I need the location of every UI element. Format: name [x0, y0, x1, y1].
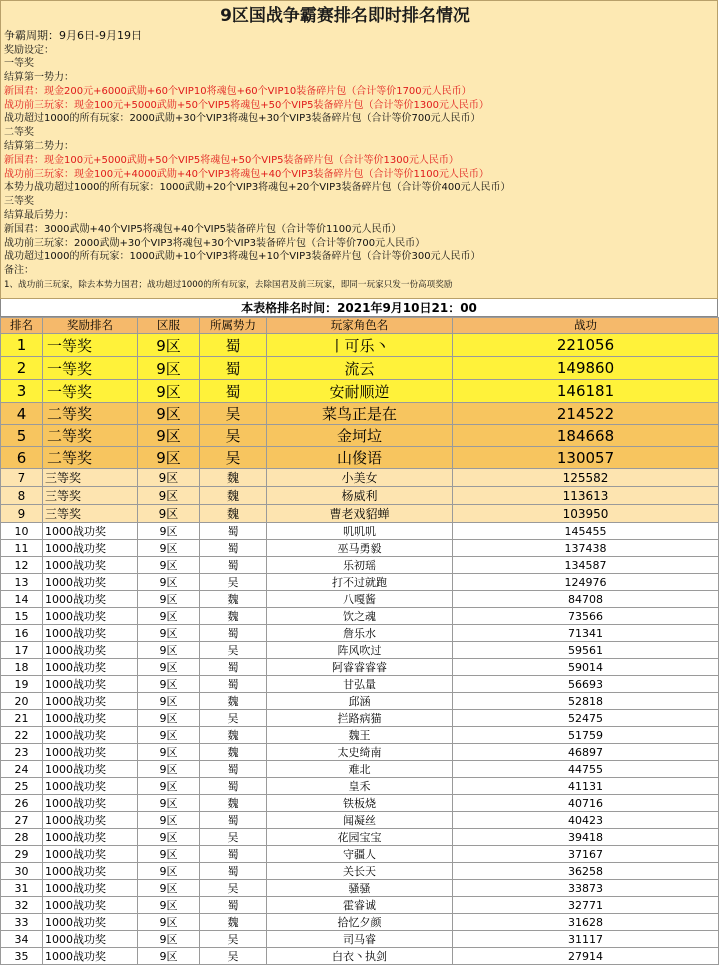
cell-merit[interactable]: 32771: [453, 897, 719, 914]
table-row: [1, 744, 719, 761]
table-row: [1, 693, 719, 710]
cell-player-name[interactable]: 甘弘量: [267, 676, 453, 693]
table-row: [1, 727, 719, 744]
rules-line: 战功超过1000的所有玩家：2000武勋+30个VIP3将魂包+30个VIP3装备碎片包（合计等价700元人民币）: [4, 113, 481, 125]
cell-player-name[interactable]: 杨威利: [267, 487, 453, 505]
table-row: [1, 812, 719, 829]
cell-rank[interactable]: 10: [1, 523, 43, 540]
cell-player-name[interactable]: 打不过就跑: [267, 574, 453, 591]
cell-player-name[interactable]: 曹老戏貂蝉: [267, 505, 453, 523]
cell-rank[interactable]: 3: [1, 380, 43, 403]
cell-rank[interactable]: 17: [1, 642, 43, 659]
cell-faction[interactable]: 魏: [200, 795, 267, 812]
cell-player-name[interactable]: 巫马勇毅: [267, 540, 453, 557]
cell-server[interactable]: 9区: [138, 447, 200, 469]
cell-player-name[interactable]: 邱涵: [267, 693, 453, 710]
cell-merit[interactable]: 103950: [453, 505, 719, 523]
cell-server[interactable]: 9区: [138, 505, 200, 523]
cell-server[interactable]: 9区: [138, 676, 200, 693]
cell-faction[interactable]: 蜀: [200, 812, 267, 829]
cell-rank[interactable]: 8: [1, 487, 43, 505]
cell-merit[interactable]: 124976: [453, 574, 719, 591]
cell-rank[interactable]: 23: [1, 744, 43, 761]
cell-faction[interactable]: 蜀: [200, 897, 267, 914]
cell-award[interactable]: 1000战功奖: [43, 659, 138, 676]
rules-line: 备注：: [4, 265, 34, 277]
cell-player-name[interactable]: 魏王: [267, 727, 453, 744]
cell-faction[interactable]: 魏: [200, 469, 267, 487]
cell-player-name[interactable]: 阿睿睿睿睿: [267, 659, 453, 676]
table-row: [1, 829, 719, 846]
cell-player-name[interactable]: 霍睿诚: [267, 897, 453, 914]
rules-line: 1、战功前三玩家，除去本势力国君；战功超过1000的所有玩家，去除国君及前三玩家，即同一玩家只发一份高项奖励: [4, 280, 453, 291]
cell-merit[interactable]: 137438: [453, 540, 719, 557]
cell-player-name[interactable]: 流云: [267, 357, 453, 380]
cell-faction[interactable]: 蜀: [200, 380, 267, 403]
cell-faction[interactable]: 魏: [200, 693, 267, 710]
rules-line: 战功前三玩家：现金100元+5000武勋+50个VIP5将魂包+50个VIP5装备碎片包（合计等价1300元人民币）: [4, 99, 489, 111]
cell-award[interactable]: 1000战功奖: [43, 727, 138, 744]
cell-player-name[interactable]: 拦路病猫: [267, 710, 453, 727]
cell-merit[interactable]: 52818: [453, 693, 719, 710]
cell-player-name[interactable]: 菜鸟正是在: [267, 403, 453, 425]
cell-merit[interactable]: 33873: [453, 880, 719, 897]
cell-faction[interactable]: 吴: [200, 710, 267, 727]
cell-player-name[interactable]: 饮之魂: [267, 608, 453, 625]
rules-line: 新国君：3000武勋+40个VIP5将魂包+40个VIP5装备碎片包（合计等价1100元人民币）: [4, 223, 402, 235]
rules-line: 战功前三玩家：现金100元+4000武勋+40个VIP3将魂包+40个VIP3装备碎片包（合计等价1100元人民币）: [4, 168, 489, 180]
cell-server[interactable]: 9区: [138, 897, 200, 914]
cell-rank[interactable]: 22: [1, 727, 43, 744]
cell-rank[interactable]: 25: [1, 778, 43, 795]
cell-server[interactable]: 9区: [138, 778, 200, 795]
cell-faction[interactable]: 吴: [200, 642, 267, 659]
cell-award[interactable]: 1000战功奖: [43, 523, 138, 540]
cell-player-name[interactable]: 皇禾: [267, 778, 453, 795]
table-row: [1, 625, 719, 642]
cell-merit[interactable]: 37167: [453, 846, 719, 863]
cell-server[interactable]: 9区: [138, 574, 200, 591]
cell-faction[interactable]: 蜀: [200, 625, 267, 642]
cell-faction[interactable]: 吴: [200, 574, 267, 591]
rules-line: 本势力战功超过1000的所有玩家：1000武勋+20个VIP3将魂包+20个VIP3装备碎片包（合计等价400元人民币）: [4, 182, 511, 194]
cell-merit[interactable]: 51759: [453, 727, 719, 744]
cell-server[interactable]: 9区: [138, 357, 200, 380]
cell-award[interactable]: 二等奖: [43, 403, 138, 425]
cell-rank[interactable]: 20: [1, 693, 43, 710]
table-row: [1, 425, 719, 447]
cell-server[interactable]: 9区: [138, 591, 200, 608]
cell-award[interactable]: 1000战功奖: [43, 914, 138, 931]
cell-player-name[interactable]: 司马睿: [267, 931, 453, 948]
cell-faction[interactable]: 蜀: [200, 863, 267, 880]
cell-player-name[interactable]: 小美女: [267, 469, 453, 487]
cell-server[interactable]: 9区: [138, 948, 200, 965]
col-header-merit[interactable]: 战功: [453, 318, 719, 334]
cell-award[interactable]: 1000战功奖: [43, 948, 138, 965]
cell-server[interactable]: 9区: [138, 540, 200, 557]
cell-rank[interactable]: 30: [1, 863, 43, 880]
cell-merit[interactable]: 134587: [453, 557, 719, 574]
cell-faction[interactable]: 蜀: [200, 846, 267, 863]
cell-server[interactable]: 9区: [138, 557, 200, 574]
table-header-row: [1, 318, 719, 334]
table-row: [1, 487, 719, 505]
cell-merit[interactable]: 214522: [453, 403, 719, 425]
rules-line: 奖励设定：: [4, 44, 54, 56]
cell-server[interactable]: 9区: [138, 761, 200, 778]
cell-player-name[interactable]: 丨可乐丶: [267, 334, 453, 357]
cell-server[interactable]: 9区: [138, 710, 200, 727]
cell-faction[interactable]: 蜀: [200, 540, 267, 557]
cell-rank[interactable]: 34: [1, 931, 43, 948]
cell-award[interactable]: 1000战功奖: [43, 693, 138, 710]
cell-merit[interactable]: 56693: [453, 676, 719, 693]
rules-line: 二等奖: [4, 127, 34, 139]
cell-rank[interactable]: 28: [1, 829, 43, 846]
cell-award[interactable]: 1000战功奖: [43, 897, 138, 914]
cell-award[interactable]: 1000战功奖: [43, 676, 138, 693]
ranking-time-banner: 本表格排名时间：2021年9月10日21：00: [0, 299, 718, 317]
table-row: [1, 897, 719, 914]
col-header-player-name[interactable]: 玩家角色名: [267, 318, 453, 334]
col-header-rank[interactable]: 排名: [1, 318, 43, 334]
cell-merit[interactable]: 59014: [453, 659, 719, 676]
cell-faction[interactable]: 蜀: [200, 778, 267, 795]
rules-panel: [0, 0, 718, 299]
cell-rank[interactable]: 2: [1, 357, 43, 380]
table-row: [1, 540, 719, 557]
col-header-faction[interactable]: 所属势力: [200, 318, 267, 334]
table-row: [1, 914, 719, 931]
table-row: [1, 403, 719, 425]
table-row: [1, 380, 719, 403]
cell-award[interactable]: 1000战功奖: [43, 778, 138, 795]
cell-player-name[interactable]: 乐初瑶: [267, 557, 453, 574]
cell-award[interactable]: 1000战功奖: [43, 829, 138, 846]
cell-award[interactable]: 1000战功奖: [43, 540, 138, 557]
table-row: [1, 659, 719, 676]
table-row: [1, 676, 719, 693]
cell-merit[interactable]: 36258: [453, 863, 719, 880]
cell-merit[interactable]: 84708: [453, 591, 719, 608]
cell-player-name[interactable]: 守疆人: [267, 846, 453, 863]
cell-rank[interactable]: 7: [1, 469, 43, 487]
cell-faction[interactable]: 魏: [200, 914, 267, 931]
cell-rank[interactable]: 33: [1, 914, 43, 931]
cell-server[interactable]: 9区: [138, 744, 200, 761]
cell-server[interactable]: 9区: [138, 403, 200, 425]
table-row: [1, 761, 719, 778]
cell-player-name[interactable]: 安耐顺逆: [267, 380, 453, 403]
cell-rank[interactable]: 32: [1, 897, 43, 914]
cell-server[interactable]: 9区: [138, 829, 200, 846]
cell-rank[interactable]: 26: [1, 795, 43, 812]
table-row: [1, 863, 719, 880]
cell-award[interactable]: 1000战功奖: [43, 931, 138, 948]
table-body: [1, 334, 719, 965]
rules-line: 新国君：现金100元+5000武勋+50个VIP5将魂包+50个VIP5装备碎片包（合计等价1300元人民币）: [4, 154, 459, 166]
cell-player-name[interactable]: 山俊语: [267, 447, 453, 469]
table-row: [1, 334, 719, 357]
cell-rank[interactable]: 6: [1, 447, 43, 469]
cell-award[interactable]: 1000战功奖: [43, 795, 138, 812]
table-row: [1, 447, 719, 469]
cell-merit[interactable]: 40716: [453, 795, 719, 812]
table-row: [1, 710, 719, 727]
cell-award[interactable]: 1000战功奖: [43, 744, 138, 761]
table-row: [1, 591, 719, 608]
cell-award[interactable]: 1000战功奖: [43, 846, 138, 863]
cell-rank[interactable]: 4: [1, 403, 43, 425]
cell-player-name[interactable]: 阵风吹过: [267, 642, 453, 659]
cell-merit[interactable]: 149860: [453, 357, 719, 380]
cell-server[interactable]: 9区: [138, 469, 200, 487]
cell-rank[interactable]: 1: [1, 334, 43, 357]
table-row: [1, 846, 719, 863]
cell-rank[interactable]: 18: [1, 659, 43, 676]
cell-player-name[interactable]: 叽叽叽: [267, 523, 453, 540]
cell-merit[interactable]: 184668: [453, 425, 719, 447]
cell-rank[interactable]: 9: [1, 505, 43, 523]
cell-faction[interactable]: 蜀: [200, 334, 267, 357]
cell-player-name[interactable]: 花园宝宝: [267, 829, 453, 846]
cell-server[interactable]: 9区: [138, 625, 200, 642]
cell-merit[interactable]: 40423: [453, 812, 719, 829]
cell-server[interactable]: 9区: [138, 425, 200, 447]
cell-rank[interactable]: 15: [1, 608, 43, 625]
table-row: [1, 557, 719, 574]
cell-player-name[interactable]: 骚骚: [267, 880, 453, 897]
cell-player-name[interactable]: 关长天: [267, 863, 453, 880]
cell-award[interactable]: 三等奖: [43, 469, 138, 487]
cell-faction[interactable]: 吴: [200, 829, 267, 846]
table-row: [1, 608, 719, 625]
cell-server[interactable]: 9区: [138, 487, 200, 505]
cell-merit[interactable]: 221056: [453, 334, 719, 357]
cell-rank[interactable]: 16: [1, 625, 43, 642]
col-header-server[interactable]: 区服: [138, 318, 200, 334]
cell-faction[interactable]: 吴: [200, 931, 267, 948]
rules-line: 结算第一势力：: [4, 72, 74, 84]
table-row: [1, 778, 719, 795]
cell-player-name[interactable]: 拾忆夕颜: [267, 914, 453, 931]
cell-rank[interactable]: 14: [1, 591, 43, 608]
cell-faction[interactable]: 魏: [200, 487, 267, 505]
rules-line: 一等奖: [4, 58, 34, 70]
cell-rank[interactable]: 12: [1, 557, 43, 574]
cell-player-name[interactable]: 白衣丶执剑: [267, 948, 453, 965]
cell-award[interactable]: 1000战功奖: [43, 710, 138, 727]
col-header-award[interactable]: 奖励排名: [43, 318, 138, 334]
cell-faction[interactable]: 吴: [200, 447, 267, 469]
cell-award[interactable]: 三等奖: [43, 505, 138, 523]
table-row: [1, 795, 719, 812]
cell-award[interactable]: 1000战功奖: [43, 880, 138, 897]
cell-award[interactable]: 1000战功奖: [43, 574, 138, 591]
cell-server[interactable]: 9区: [138, 334, 200, 357]
cell-award[interactable]: 二等奖: [43, 447, 138, 469]
cell-rank[interactable]: 31: [1, 880, 43, 897]
cell-faction[interactable]: 吴: [200, 425, 267, 447]
cell-server[interactable]: 9区: [138, 523, 200, 540]
cell-server[interactable]: 9区: [138, 914, 200, 931]
cell-player-name[interactable]: 难北: [267, 761, 453, 778]
table-row: [1, 948, 719, 965]
cell-award[interactable]: 三等奖: [43, 487, 138, 505]
cell-player-name[interactable]: 八嘎酱: [267, 591, 453, 608]
cell-rank[interactable]: 21: [1, 710, 43, 727]
cell-merit[interactable]: 44755: [453, 761, 719, 778]
cell-merit[interactable]: 146181: [453, 380, 719, 403]
table-row: [1, 880, 719, 897]
cell-award[interactable]: 1000战功奖: [43, 608, 138, 625]
rules-text: [1, 29, 717, 292]
cell-merit[interactable]: 59561: [453, 642, 719, 659]
cell-award[interactable]: 1000战功奖: [43, 625, 138, 642]
cell-award[interactable]: 1000战功奖: [43, 761, 138, 778]
cell-award[interactable]: 二等奖: [43, 425, 138, 447]
cell-merit[interactable]: 73566: [453, 608, 719, 625]
cell-rank[interactable]: 19: [1, 676, 43, 693]
table-row: [1, 523, 719, 540]
cell-rank[interactable]: 5: [1, 425, 43, 447]
cell-faction[interactable]: 魏: [200, 744, 267, 761]
table-row: [1, 642, 719, 659]
cell-faction[interactable]: 蜀: [200, 557, 267, 574]
cell-rank[interactable]: 13: [1, 574, 43, 591]
cell-merit[interactable]: 41131: [453, 778, 719, 795]
cell-player-name[interactable]: 詹乐水: [267, 625, 453, 642]
cell-faction[interactable]: 蜀: [200, 659, 267, 676]
cell-server[interactable]: 9区: [138, 659, 200, 676]
page-title: 9区国战争霸赛排名即时排名情况: [220, 6, 470, 26]
cell-server[interactable]: 9区: [138, 812, 200, 829]
cell-server[interactable]: 9区: [138, 642, 200, 659]
cell-award[interactable]: 1000战功奖: [43, 863, 138, 880]
cell-merit[interactable]: 125582: [453, 469, 719, 487]
cell-rank[interactable]: 24: [1, 761, 43, 778]
cell-merit[interactable]: 71341: [453, 625, 719, 642]
cell-server[interactable]: 9区: [138, 863, 200, 880]
ranking-table: [0, 317, 719, 965]
cell-server[interactable]: 9区: [138, 727, 200, 744]
cell-merit[interactable]: 31117: [453, 931, 719, 948]
cell-award[interactable]: 1000战功奖: [43, 812, 138, 829]
cell-faction[interactable]: 魏: [200, 608, 267, 625]
table-row: [1, 505, 719, 523]
cell-merit[interactable]: 130057: [453, 447, 719, 469]
cell-award[interactable]: 一等奖: [43, 357, 138, 380]
rules-line: 结算最后势力：: [4, 210, 74, 222]
rules-line: 战功超过1000的所有玩家：1000武勋+10个VIP3将魂包+10个VIP3装备碎片包（合计等价300元人民币）: [4, 251, 481, 263]
rules-line: 三等奖: [4, 196, 34, 208]
rules-line: 结算第二势力：: [4, 141, 74, 153]
cell-faction[interactable]: 蜀: [200, 357, 267, 380]
cell-player-name[interactable]: 铁板烧: [267, 795, 453, 812]
cell-award[interactable]: 1000战功奖: [43, 591, 138, 608]
table-row: [1, 931, 719, 948]
table-row: [1, 357, 719, 380]
cell-rank[interactable]: 35: [1, 948, 43, 965]
cell-merit[interactable]: 113613: [453, 487, 719, 505]
cell-faction[interactable]: 蜀: [200, 676, 267, 693]
cell-rank[interactable]: 11: [1, 540, 43, 557]
cell-merit[interactable]: 145455: [453, 523, 719, 540]
cell-merit[interactable]: 52475: [453, 710, 719, 727]
cell-award[interactable]: 1000战功奖: [43, 557, 138, 574]
cell-player-name[interactable]: 太史绮南: [267, 744, 453, 761]
cell-faction[interactable]: 吴: [200, 948, 267, 965]
cell-server[interactable]: 9区: [138, 380, 200, 403]
cell-merit[interactable]: 27914: [453, 948, 719, 965]
cell-server[interactable]: 9区: [138, 880, 200, 897]
table-row: [1, 574, 719, 591]
cell-faction[interactable]: 魏: [200, 727, 267, 744]
cell-merit[interactable]: 39418: [453, 829, 719, 846]
cell-server[interactable]: 9区: [138, 795, 200, 812]
cell-faction[interactable]: 蜀: [200, 523, 267, 540]
cell-award[interactable]: 1000战功奖: [43, 642, 138, 659]
cell-merit[interactable]: 31628: [453, 914, 719, 931]
rules-line: 争霸周期：9月6日-9月19日: [4, 29, 142, 42]
cell-faction[interactable]: 蜀: [200, 761, 267, 778]
cell-award[interactable]: 一等奖: [43, 334, 138, 357]
rules-line: 战功前三玩家：2000武勋+30个VIP3将魂包+30个VIP3装备碎片包（合计等价700元人民币）: [4, 237, 426, 249]
cell-server[interactable]: 9区: [138, 846, 200, 863]
cell-player-name[interactable]: 闻凝丝: [267, 812, 453, 829]
cell-rank[interactable]: 29: [1, 846, 43, 863]
cell-server[interactable]: 9区: [138, 931, 200, 948]
cell-server[interactable]: 9区: [138, 693, 200, 710]
cell-award[interactable]: 一等奖: [43, 380, 138, 403]
cell-faction[interactable]: 魏: [200, 505, 267, 523]
rules-line: 新国君：现金200元+6000武勋+60个VIP10将魂包+60个VIP10装备碎片包（合计等价1700元人民币）: [4, 85, 472, 97]
cell-faction[interactable]: 吴: [200, 880, 267, 897]
cell-rank[interactable]: 27: [1, 812, 43, 829]
cell-server[interactable]: 9区: [138, 608, 200, 625]
cell-faction[interactable]: 魏: [200, 591, 267, 608]
cell-merit[interactable]: 46897: [453, 744, 719, 761]
cell-player-name[interactable]: 金坷垃: [267, 425, 453, 447]
table-row: [1, 469, 719, 487]
cell-faction[interactable]: 吴: [200, 403, 267, 425]
